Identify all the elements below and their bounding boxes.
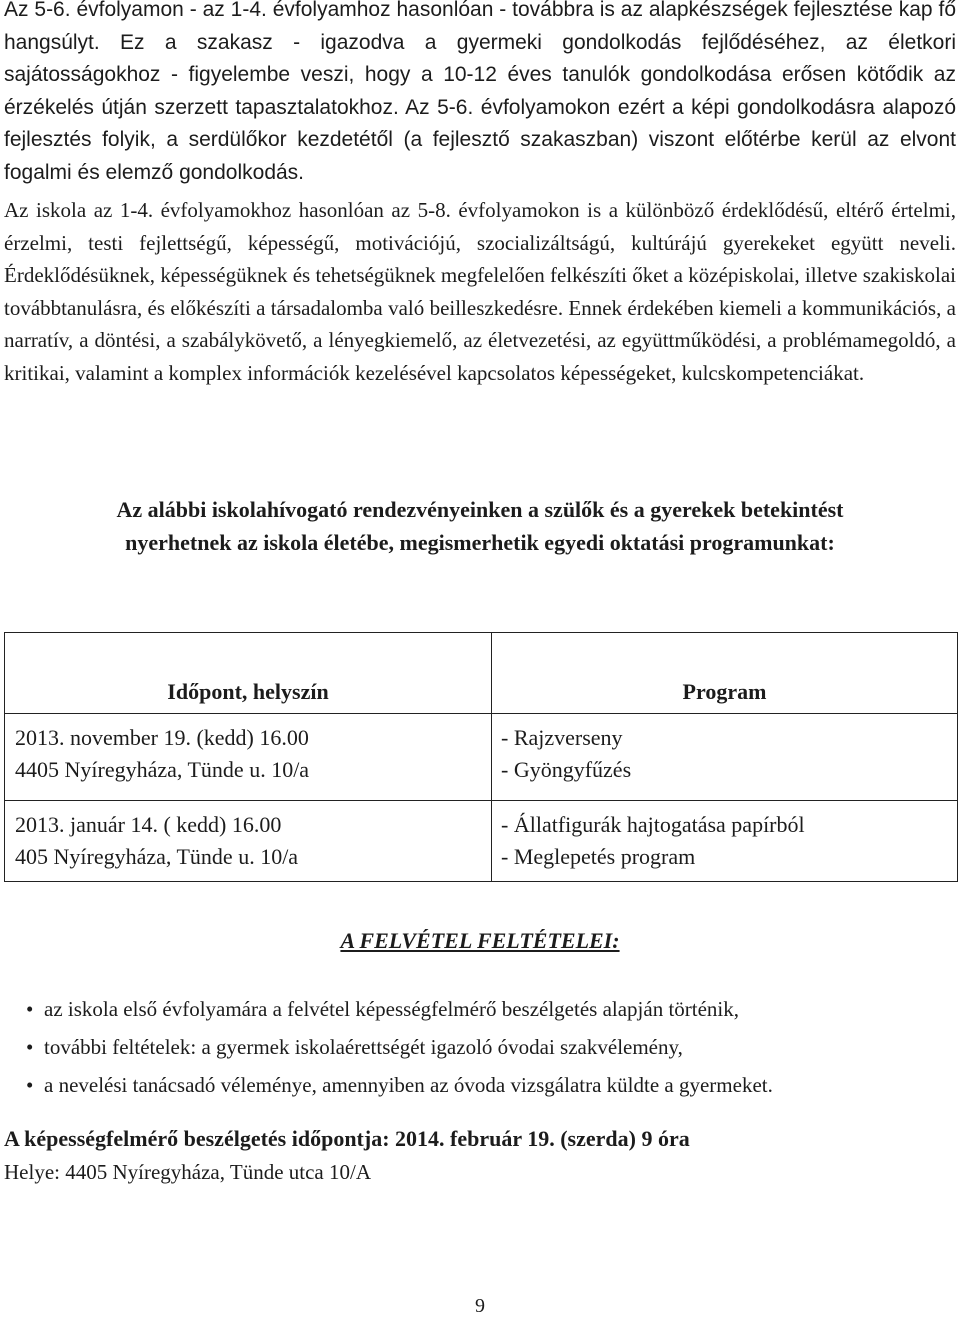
events-table-header-row: [5, 633, 958, 714]
page-number: 9: [475, 1295, 485, 1317]
header-time-place: Időpont, helyszín: [5, 633, 492, 714]
bullet-icon: •: [26, 997, 34, 1021]
assessment-date: A képességfelmérő beszélgetés időpontja: 2014. február 19. (szerda) 9 óra: [4, 1126, 690, 1151]
invitation-line-2: nyerhetnek az iskola életébe, megismerhetik egyedi oktatási programunkat:: [125, 529, 835, 555]
table-row: [5, 801, 958, 882]
bullet-icon: •: [26, 1073, 34, 1097]
list-item: [26, 1028, 773, 1066]
event-program: [492, 801, 958, 882]
event-time-place: [5, 714, 492, 801]
intro-paragraph-1: Az 5-6. évfolyamon - az 1-4. évfolyamhoz hasonlóan - továbbra is az alapkészségek fejlesztése kap fő hangsúlyt. Ez a szakasz - igazodva a gyermeki gondolkodás fejlődéséhez, az életkori sajátosságokhoz - figyelembe veszi, hogy a 10-12 éves tanulók gondolkodása erősen kötődik az érzékelés útján szerzett tapasztalatokhoz. Az 5-6. évfolyamokon ezért a képi gondolkodásra alapozó fejlesztés folyik, a serdülőkor kezdetétől (a fejlesztő szakaszban) viszont előtérbe kerül az elvont fogalmi és elemző gondolkodás.: [4, 0, 956, 184]
program-item: - Gyöngyfűzés: [501, 757, 632, 782]
assessment-place: Helye: 4405 Nyíregyháza, Tünde utca 10/A: [4, 1160, 371, 1184]
condition-text: az iskola első évfolyamára a felvétel képességfelmérő beszélgetés alapján történik,: [44, 997, 740, 1021]
event-date: 2013. november 19. (kedd) 16.00: [15, 725, 309, 750]
program-item: - Meglepetés program: [501, 844, 696, 869]
invitation-line-1: Az alábbi iskolahívogató rendezvényeinken a szülők és a gyerekek betekintést: [116, 497, 844, 522]
admission-conditions-list: [26, 990, 773, 1104]
event-time-place: [5, 801, 492, 882]
list-item: [26, 1066, 773, 1104]
event-address: 405 Nyíregyháza, Tünde u. 10/a: [15, 844, 299, 869]
program-item: - Állatfigurák hajtogatása papírból: [501, 812, 805, 837]
list-item: [26, 990, 773, 1028]
program-item: - Rajzverseny: [501, 725, 623, 750]
condition-text: további feltételek: a gyermek iskolaérettségét igazoló óvodai szakvélemény,: [44, 1035, 683, 1059]
bullet-icon: •: [26, 1035, 34, 1059]
condition-text: a nevelési tanácsadó véleménye, amennyiben az óvoda vizsgálatra küldte a gyermeket.: [44, 1073, 773, 1097]
header-program: Program: [492, 633, 958, 714]
event-program: [492, 714, 958, 801]
admission-title: A FELVÉTEL FELTÉTELEI:: [340, 928, 620, 953]
event-address: 4405 Nyíregyháza, Tünde u. 10/a: [15, 757, 310, 782]
table-row: [5, 714, 958, 801]
event-date: 2013. január 14. ( kedd) 16.00: [15, 812, 282, 837]
invitation-heading: [20, 494, 940, 559]
intro-paragraph-2: Az iskola az 1-4. évfolyamokhoz hasonlóan az 5-8. évfolyamokon is a különböző érdeklődésű, eltérő értelmi, érzelmi, testi fejlettségű, képességű, motivációjú, szocializáltságú, kultúrájú gyerekeket együtt neveli. Érdeklődésüknek, képességüknek és tehetségüknek megfelelően felkészíti őket a középiskolai, illetve szakiskolai továbbtanulásra, és előkészíti a társadalomba való beilleszkedésre. Ennek érdekében kiemeli a kommunikációs, a narratív, a döntési, a szabálykövető, a lényegkiemelő, az életvezetési, az együttműködési, a problémamegoldó, a kritikai, valamint a komplex információk kezelésével kapcsolatos képességeket, kulcskompetenciákat.: [4, 198, 956, 385]
events-table: [4, 632, 958, 882]
